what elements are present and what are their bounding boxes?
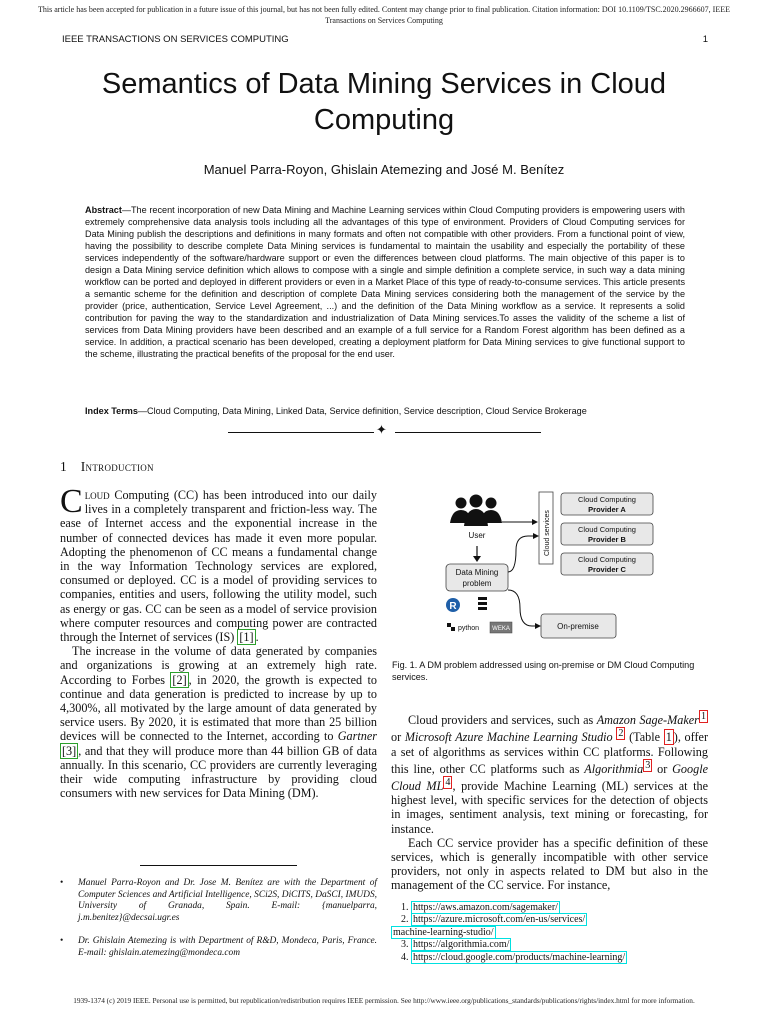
footnote-2-number: 2.: [401, 914, 409, 926]
footnote-4-url[interactable]: https://cloud.google.com/products/machine-learning/: [413, 951, 626, 963]
title-line1: Semantics of Data Mining Services in Cloud: [101, 68, 667, 100]
affiliation-2: [60, 936, 377, 959]
journal-name: IEEE TRANSACTIONS ON SERVICES COMPUTING: [62, 34, 289, 45]
right-paragraph-2: Each CC service provider has a specific definition of these services, which is generally incompatible with other service providers, not only in aspects related to DM but also in the management of the CC service. For instance,: [391, 835, 708, 893]
index-terms: [85, 405, 685, 417]
provider-b-label: Provider B: [588, 535, 626, 544]
amazon-sagemaker-name: Amazon Sage-Maker: [596, 713, 699, 728]
right-p1-text-f: , provide Machine Learning (ML) services at the highest level, with specific services for the detection of objects in images, sentiment analysis, text mining or forecasting, for instance.: [391, 779, 708, 836]
paper-title: [60, 66, 708, 138]
separator-line-right: [395, 432, 541, 433]
abstract-text: —The recent incorporation of new Data Mining and Machine Learning services within Cloud Computing providers is empowering users with extremely comprehensive data analysis tools including all the advantages of this type of environment. Providers of Cloud Computing services for Data Mining publish the descriptions and definitions in many formats and often not compatible with other providers. From a functional point of view, having the possibility to describe complete Data Mining services is fundamental to maintain the usability and especially the portability of these services independently of the software/hardware support or even the differences between cloud platforms. The main objective of this paper is to design a Data Mining service definition which allows to compose with a single and simple definition a complete service, in such way a data mining workflow can be ported and deployed in different providers or even in a Market Place of this type of ready-to-consume services. This article presents a semantic scheme for the definition and description of complete Data Mining services considering both the management of the service by the provider (price, authentication, Service Level Agreement, ...) and the definition of the Data Mining workflow as a service. It represents a solid contribution for paving the way to the standardization and industrialization of Data Mining services.To asses the validity of the scheme a list of services from Data Mining providers have been described and an example of a full service for a Random Forest algorithm has been defined as a service. In addition, a practical scenario has been developed, creating a deployment platform for Data Mining services to give functional support to the scheme, illustrating the practical benefits of the proposal for the end user.: [85, 205, 685, 359]
user-label: User: [468, 531, 486, 540]
page-number: 1: [702, 34, 708, 45]
separator-line-left: [228, 432, 374, 433]
abstract-label: Abstract: [85, 205, 122, 215]
separator-star-icon: ✦: [376, 423, 387, 438]
python-logo-icon: [447, 623, 455, 631]
footnote-link-4[interactable]: 4: [445, 777, 451, 788]
footnote-4: [391, 952, 711, 964]
footnote-rule: [140, 865, 297, 866]
abstract: [85, 204, 685, 360]
footnote-2-url[interactable]: https://azure.microsoft.com/en-us/services/: [413, 914, 586, 926]
r-logo-letter: R: [449, 601, 457, 612]
bullet-icon: •: [60, 936, 64, 946]
section-number: 1: [60, 459, 67, 474]
provider-a-label: Provider A: [588, 505, 626, 514]
drop-cap: C: [60, 483, 83, 520]
footnote-link-2[interactable]: 2: [618, 728, 624, 740]
author-list: Manuel Parra-Royon, Ghislain Atemezing and José M. Benítez: [203, 162, 565, 177]
footnote-2: [391, 914, 711, 926]
title-line2: Computing: [313, 104, 455, 136]
index-terms-text: —Cloud Computing, Data Mining, Linked Data, Service definition, Service description, Cloud Service Brokerage: [137, 406, 587, 416]
dm-problem-line1: Data Mining: [455, 568, 499, 577]
section-title: Introduction: [80, 459, 154, 474]
provider-a-title: Cloud Computing: [578, 495, 636, 504]
table-link-1[interactable]: 1: [665, 730, 672, 745]
provider-c-label: Provider C: [588, 565, 626, 574]
citation-link-1[interactable]: [1]: [239, 630, 254, 645]
affiliation-1-text: Manuel Parra-Royon and Dr. Jose M. Benítez are with the Department of Computer Sciences and Artificial Intelligence, SCi2S, DiCITS, DaSCI, IMUDS, University of Granada, Spain. E-mail: {manuelparra, j.m.benitez}@decsai.ugr.es: [78, 878, 377, 923]
publication-notice-line2: Transactions on Services Computing: [325, 16, 443, 25]
right-p1-text-d: ), offer a set of algorithms as services within CC platforms. Following this line, other CC platforms such as: [391, 730, 709, 776]
footnote-1-url[interactable]: https://aws.amazon.com/sagemaker/: [413, 902, 558, 913]
publication-notice-line1: This article has been accepted for publication in a future issue of this journal, but has not been fully edited. Content may change prior to final publication. Citation information: DOI 10.1109/TSC.2020.2966607, IEEE: [38, 5, 730, 14]
right-p1-text-a: Cloud providers and services, such as: [408, 713, 597, 728]
footnote-1-number: 1.: [401, 902, 409, 913]
figure-1-diagram: [440, 490, 662, 642]
drop-cap-smallcaps: loud: [84, 488, 110, 502]
intro-p2-text-c: , and that they will produce more than 44 billion GB of data annually. In this scenario, CC providers are currently leveraging their wide computing infrastructure by providing cloud consumers with new services for Data Mining (DM).: [60, 743, 377, 801]
affiliation-1: [60, 878, 377, 924]
citation-link-3[interactable]: [3]: [62, 743, 77, 758]
dm-problem-line2: problem: [462, 579, 492, 588]
footnote-list: [391, 902, 711, 964]
google-cloud-ml-name: Google Cloud ML: [391, 761, 708, 794]
weka-label: WEKA: [492, 626, 510, 632]
intro-p1-text: Computing (CC) has been introduced into our daily lives in a completely transparent and friction-less way. The ease of Internet access and the exponential increase in the number of connected devices has made it even more popular. Adopting the phenomenon of CC means a fundamental change in the way Information Technology services are explored, consumed or deployed. CC is a model of providing services to companies, entities and users, following the utility model, such as energy or gas. CC can be seen as a model of service provision where computer resources and computing power are contracted through the Internet of services (IS): [60, 488, 377, 645]
provider-c-title: Cloud Computing: [578, 555, 636, 564]
users-icon: [450, 495, 502, 527]
intro-p1-end: .: [255, 630, 259, 645]
footnote-link-3[interactable]: 3: [645, 759, 651, 771]
section-heading: [60, 459, 154, 475]
intro-p2-text-b: , in 2020, the growth is expected to continue and data generation is predicted to increase by up to 4,300%, all motivated by the large amount of data generated by service users. By 2020, it is estimated that more than 25 billion devices will be connected to the Internet, according to: [60, 672, 377, 744]
bullet-icon: •: [60, 878, 64, 888]
right-p1-text-c: (Table: [625, 730, 664, 745]
right-paragraph-1: [391, 710, 708, 836]
on-premise-label: On-premise: [557, 622, 599, 631]
running-header: [62, 34, 708, 45]
tool-stack-icon: [478, 597, 487, 610]
footnote-3-url[interactable]: https://algorithmia.com/: [413, 939, 510, 951]
algorithmia-name: Algorithmia: [584, 761, 644, 776]
copyright-footer: 1939-1374 (c) 2019 IEEE. Personal use is permitted, but republication/redistribution requires IEEE permission. See http://www.ieee.org/publications_standards/publications/rights/index.html for more information.: [73, 996, 695, 1005]
publication-notice: [20, 4, 748, 26]
cloud-services-label: Cloud services: [544, 510, 551, 556]
citation-link-2[interactable]: [2]: [172, 672, 187, 687]
footnote-3: [391, 939, 711, 951]
gartner-name: Gartner: [337, 729, 377, 744]
python-label: python: [458, 625, 480, 632]
provider-b-title: Cloud Computing: [578, 525, 636, 534]
footnote-3-number: 3.: [401, 939, 409, 951]
figure-caption: Fig. 1. A DM problem addressed using on-premise or DM Cloud Computing services.: [392, 660, 695, 682]
index-terms-label: Index Terms: [85, 406, 138, 416]
footnote-2-url-continued[interactable]: machine-learning-studio/: [393, 926, 494, 938]
right-p1-text-b: or: [391, 730, 405, 745]
intro-right-column: [391, 710, 708, 893]
footnote-link-1[interactable]: 1: [700, 711, 707, 722]
intro-paragraph-2: [60, 644, 377, 800]
intro-paragraph-1: [60, 483, 377, 645]
intro-left-column: [60, 483, 377, 801]
azure-ml-name: Microsoft Azure Machine Learning Studio: [404, 730, 613, 745]
intro-p2-text-a: The increase in the volume of data generated by companies and organizations is growing at an extremely high rate. According to Forbes: [60, 644, 377, 687]
right-p1-text-e: or: [652, 761, 673, 776]
affiliation-2-text: Dr. Ghislain Atemezing is with Department of R&D, Mondeca, Paris, France. E-mail: ghislain.atemezing@mondeca.com: [78, 936, 377, 958]
section-separator: [228, 425, 541, 439]
footnote-4-number: 4.: [401, 951, 409, 963]
